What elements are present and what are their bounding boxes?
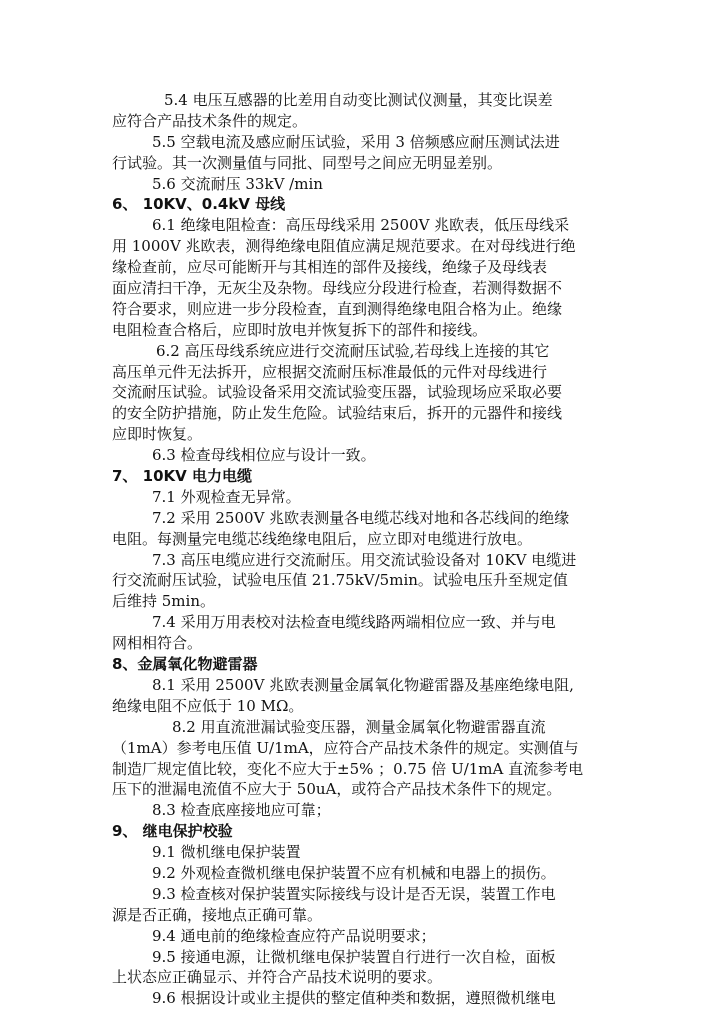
text-line: 后维持 5min。 xyxy=(112,592,215,611)
text-line: 用 1000V 兆欧表，测得绝缘电阻值应满足规范要求。在对母线进行绝 xyxy=(112,237,576,256)
text-line: 7.2 采用 2500V 兆欧表测量各电缆芯线对地和各芯线间的绝缘 xyxy=(152,508,570,527)
text-line: 9.1 微机继电保护装置 xyxy=(152,843,301,862)
section-heading: 9、 继电保护校验 xyxy=(112,822,233,841)
text-line: （1mA）参考电压值 U/1mA，应符合产品技术条件的规定。实测值与 xyxy=(112,738,579,757)
text-line: 缘检查前，应尽可能断开与其相连的部件及接线，绝缘子及母线表 xyxy=(112,258,548,277)
text-line: 电阻。每测量完电缆芯线绝缘电阻后，应立即对电缆进行放电。 xyxy=(112,529,533,548)
text-line: 7.4 采用万用表校对法检查电缆线路两端相位应一致、并与电 xyxy=(152,613,556,632)
text-line: 8.2 用直流泄漏试验变压器，测量金属氧化物避雷器直流 xyxy=(172,717,546,736)
text-line: 9.6 根据设计或业主提供的整定值种类和数据，遵照微机继电 xyxy=(152,989,556,1008)
text-line: 6.3 检查母线相位应与设计一致。 xyxy=(152,446,376,465)
text-line: 网相相符合。 xyxy=(112,634,203,653)
text-line: 5.5 空载电流及感应耐压试验，采用 3 倍频感应耐压测试法进 xyxy=(152,132,560,151)
section-heading: 8、金属氧化物避雷器 xyxy=(112,655,258,674)
text-line: 电阻检查合格后，应即时放电并恢复拆下的部件和接线。 xyxy=(112,320,488,339)
text-line: 7.1 外观检查无异常。 xyxy=(152,487,301,506)
text-line: 8.3 检查底座接地应可靠； xyxy=(152,801,331,820)
text-line: 行试验。其一次测量值与同批、同型号之间应无明显差别。 xyxy=(112,153,503,172)
text-line: 7.3 高压电缆应进行交流耐压。用交流试验设备对 10KV 电缆进 xyxy=(152,550,577,569)
text-line: 符合要求，则应进一步分段检查，直到测得绝缘电阻合格为止。绝缘 xyxy=(112,299,563,318)
text-line: 9.5 接通电源，让微机继电保护装置自行进行一次自检，面板 xyxy=(152,947,556,966)
text-line: 5.6 交流耐压 33kV /min xyxy=(152,174,323,193)
document-page xyxy=(112,90,618,1009)
text-line: 绝缘电阻不应低于 10 MΩ。 xyxy=(112,696,304,715)
text-line: 面应清扫干净，无灰尘及杂物。母线应分段进行检查，若测得数据不 xyxy=(112,279,563,298)
section-heading: 6、 10KV、0.4kV 母线 xyxy=(112,195,286,214)
text-line: 源是否正确，接地点正确可靠。 xyxy=(112,905,323,924)
text-line: 6.2 高压母线系统应进行交流耐压试验,若母线上连接的其它 xyxy=(156,341,550,360)
text-line: 8.1 采用 2500V 兆欧表测量金属氧化物避雷器及基座绝缘电阻, xyxy=(152,675,574,694)
text-line: 应即时恢复。 xyxy=(112,425,203,444)
text-line: 6.1 绝缘电阻检查：高压母线采用 2500V 兆欧表，低压母线采 xyxy=(152,216,570,235)
text-line: 高压单元件无法拆开，应根据交流耐压标准最低的元件对母线进行 xyxy=(112,362,548,381)
text-line: 交流耐压试验。试验设备采用交流试验变压器，试验现场应采取必要 xyxy=(112,383,563,402)
text-line: 9.4 通电前的绝缘检查应符产品说明要求； xyxy=(152,926,436,945)
text-line: 压下的泄漏电流值不应大于 50uA，或符合产品技术条件下的规定。 xyxy=(112,780,562,799)
text-line: 行交流耐压试验，试验电压值 21.75kV/5min。试验电压升至规定值 xyxy=(112,571,568,590)
text-line: 上状态应正确显示、并符合产品技术说明的要求。 xyxy=(112,968,443,987)
text-line: 的安全防护措施，防止发生危险。试验结束后，拆开的元器件和接线 xyxy=(112,404,563,423)
text-line: 制造厂规定值比较，变化不应大于±5% ；0.75 倍 U/1mA 直流参考电 xyxy=(112,759,584,778)
section-heading: 7、 10KV 电力电缆 xyxy=(112,467,252,486)
text-line: 9.3 检查核对保护装置实际接线与设计是否无误，装置工作电 xyxy=(152,884,556,903)
text-line: 应符合产品技术条件的规定。 xyxy=(112,111,308,130)
text-line: 9.2 外观检查微机继电保护装置不应有机械和电器上的损伤。 xyxy=(152,863,556,882)
text-line: 5.4 电压互感器的比差用自动变比测试仪测量，其变比误差 xyxy=(164,91,553,109)
